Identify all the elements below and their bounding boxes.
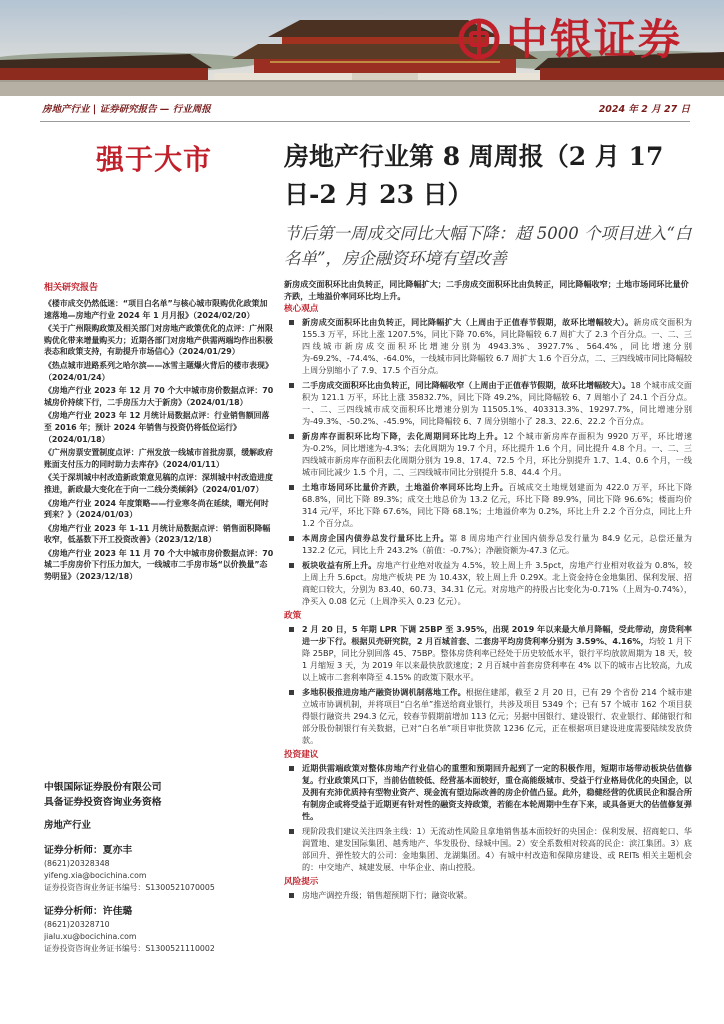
bullet-body: 新房成交面积为 155.3 万平，环比上涨 1207.5%，同比下降 70.6%，同比降幅较 6.7 周扩大了 2.3 个百分点。一、二、三四线城市新房成交面积环比增速分别为 4943.3%、3927.7%、564.4%，同比增速分别为-69.2%、-74.4%、-64.0%，一线城市同比降幅较 6.7 周扩大 1.6 个百分点，二、三四线城市同比降幅较上周分别缩小了 7.9、17.5 个百分点。 — [302, 317, 692, 375]
bullet-item — [284, 532, 692, 556]
related-report-item: 《楼市成交仍然低迷：“项目白名单”与核心城市限购优化政策加速落地—房地产行业 2024 年 1 月月报》（2024/02/20） — [44, 299, 268, 320]
bullet-lead: 2 月 20 日，5 年期 LPR 下调 25BP 至 3.95%，出现 2019 年以来最大单月降幅，受此带动，房贷利率进一步下行。根据贝壳研究院，2 月百城首套、二套房平均房贷利率分别为 3.59%、4.16%， — [302, 624, 692, 646]
bullet-lead: 土地市场同环比量价齐跌，土地溢价率同环比均上升。 — [302, 482, 509, 492]
bullet-marker — [289, 434, 294, 439]
related-report-item: 《关于广州限购政策及相关部门对房地产政策优化的点评：广州限购优化带来增量购买力；近期各部门对房地产供需两端均作出积极表态和政策支持，有助提升市场信心》（2024/01/29） — [44, 324, 273, 357]
related-report-item: 《房地产行业 2023 年 12 月统计局数据点评：行业销售额回落至 2016 年；预计 2024 年销售与投资仍将低位运行》（2024/01/18） — [44, 411, 270, 444]
bullet-text — [302, 889, 692, 901]
bullet-marker — [289, 893, 294, 898]
bullet-body: 现阶段我们建议关注四条主线：1）无流动性风险且拿地销售基本面较好的央国企：保利发展、招商蛇口、华润置地、建发国际集团、越秀地产、华发股份、绿城中国。2）安全系数相对较高的民企：滨江集团。3）底部回升、弹性较大的公司：金地集团、龙湖集团。4）有城中村改造和保障房建设、或 REITs 相关主题机会的：中交地产、城建发展、中华企业、南山控股。 — [302, 826, 692, 872]
section-heading-policy: 政策 — [284, 611, 302, 621]
bullet-text — [302, 686, 692, 746]
company-info — [44, 780, 276, 994]
bullet-body: 房地产调控升级；销售超预期下行；融资收紧。 — [302, 890, 472, 900]
report-subtitle: 节后第一周成交同比大幅下降：超 5000 个项目进入“白名单”，房企融资环境有望改善 — [284, 224, 692, 268]
related-report-item: 《房地产行业 2023 年 12 月 70 个大中城市房价数据点评：70 城房价持续下行，二手房压力大于新房》（2024/01/18） — [44, 386, 274, 407]
bullet-marker — [289, 829, 294, 834]
analyst-phone: (8621)20328710 — [44, 920, 110, 929]
bullet-lead: 新房成交面积环比由负转正，同比降幅扩大（上周由于正值春节假期，故环比增幅较大）。 — [302, 317, 634, 327]
brand-logo — [458, 14, 698, 66]
bullet-text — [302, 316, 692, 376]
bullet-lead: 近期供需端政策对整体房地产行业信心的重塑和预期回升起到了一定的积极作用，短期市场带动板块估值修复。行业政策风口下，当前估值较低、经营基本面较好，重仓高能级城市、受益于行业格局优化的央国企，以及拥有充沛优质持有型物业资产、现金流有望边际改善的房企价值凸显。此外，稳健经营的优质民企和混合所有制房企或将受益于近期更有针对性的融资支持政策，若能在本轮周期中生存下来，或具备更大的估值修复弹性。 — [302, 763, 692, 821]
bullet-marker — [289, 563, 294, 568]
bullet-item — [284, 379, 692, 427]
related-report-item: 《关于深圳城中村改造新政策意见稿的点评：深圳城中村改造进度推进，新政最大变化在于向一二线分类倾斜》（2024/01/07） — [44, 473, 273, 494]
bullet-lead: 新房库存面积环比均下降，去化周期同环比均上升。 — [302, 431, 504, 441]
company-qualification: 具备证券投资咨询业务资格 — [44, 797, 162, 808]
analyst-email[interactable]: yifeng.xia@bocichina.com — [44, 871, 147, 880]
rating-badge: 强于大市 — [96, 143, 213, 176]
bullet-marker — [289, 320, 294, 325]
header-divider — [40, 121, 690, 122]
bullet-item — [284, 686, 692, 746]
brand-name: 中银证券 — [506, 15, 683, 64]
analyst-certificate: 证券投资咨询业务证书编号：S1300521070005 — [44, 883, 215, 892]
summary-paragraph: 新房成交面积环比由负转正，同比降幅扩大；二手房成交面积环比由负转正，同比降幅收窄；土地市场同环比量价齐跌，土地溢价率同环比均上升。 — [284, 279, 689, 301]
bullet-body: 百城成交土地规划建面为 422.0 万平，环比下降 68.8%，同比下降 89.3%；成交土地总价为 13.2 亿元，环比下降 89.9%，同比下降 96.6%；楼面均价 314 元/平，环比下降 67.6%，同比下降 68.1%；土地溢价率为 0.2%，环比上升 2.2 个百分点，同比上升 1.2 个百分点。 — [302, 482, 692, 528]
bullet-text — [302, 430, 692, 478]
bullet-item — [284, 559, 692, 607]
bullet-marker — [289, 383, 294, 388]
bullet-item — [284, 889, 692, 901]
analyst-phone: (8621)20328348 — [44, 859, 110, 868]
related-report-item: 《房地产行业 2024 年度策略——行业寒冬尚在延续，曙光何时到来？》（2024/01/03） — [44, 498, 269, 520]
report-date: 2024 年 2 月 27 日 — [598, 104, 690, 115]
bullet-body: 18 个城市成交面积为 121.1 万平，环比上涨 35832.7%，同比下降 49.2%，同比降幅较 6、7 周缩小了 24.1 个百分点。一、二、三四线城市成交面积环比增速分别为 11505.1%、403313.3%、19297.7%，同比增速分别为-49.3%、-50.2%、-45.9%，同比降幅较 6、7 周分别缩小了 28.3、22.6、22.2 个百分点。 — [302, 380, 692, 426]
bullet-lead: 多地积极推进房地产融资协调机制落地工作。 — [302, 687, 466, 697]
bullet-body: 根据住建部，截至 2 月 20 日，已有 29 个省份 214 个城市建立城市协调机制，并将项目“白名单”推送给商业银行，共涉及项目 5349 个；已有 57 个城市 162 个项目获得银行融资共 294.3 亿元，较春节假期前增加 113 亿元；另据中国银行、建设银行、农业银行、邮储银行和部分股份制银行有关数据，已对“白名单”项目审批贷款 1236 亿元，正在根据项目建设进度需要陆续发放贷款。 — [302, 687, 692, 745]
related-report-item: 《房地产行业 2023 年 1-11 月统计局数据点评：销售面积降幅收窄，低基数下开工投资改善》（2023/12/18） — [44, 523, 271, 545]
section-heading-invest: 投资建议 — [284, 750, 319, 760]
report-title: 房地产行业第 8 周周报（2 月 17 日-2 月 23 日） — [284, 142, 664, 209]
bullet-marker — [289, 690, 294, 695]
bullet-text — [302, 532, 692, 556]
bullet-body: 12 个城市新房库存面积为 9920 万平，环比增速为-0.2%，同比增速为-4.3%；去化周期为 19.7 个月，环比提升 1.6 个月，同比提升 4.8 个月。一、二、三四线城市新房库存面积去化周期分别为 19.8、17.4、72.5 个月，环比分别提升 1.7、1.4、0.6 个月，一线城市同比减少 1.5 个月，二、三四线城市同比分别提升 5.8、44.4 个月。 — [302, 431, 692, 477]
related-report-item: 《房地产行业 2023 年 11 月 70 个大中城市房价数据点评：70 城二手房房价下行压力加大，一线城市二手房市场“以价换量”态势明显》（2023/12/18） — [44, 548, 274, 582]
analyst-name: 证券分析师：夏亦丰 — [44, 845, 133, 856]
bullet-item — [284, 623, 692, 683]
analyst-certificate: 证券投资咨询业务证书编号：S1300521110002 — [44, 944, 215, 953]
bullet-lead: 板块收益有所上升。 — [302, 560, 377, 570]
bullet-body: 第 8 周房地产行业国内债券总发行量为 84.9 亿元，总偿还量为 132.2 亿元，同比上升 243.2%（前值：-0.7%）；净融资额为-47.3 亿元。 — [302, 533, 692, 555]
bullet-text — [302, 623, 692, 683]
bullet-text — [302, 559, 692, 607]
bullet-text — [302, 481, 692, 529]
bullet-marker — [289, 627, 294, 632]
bullet-marker — [289, 485, 294, 490]
bullet-text — [302, 379, 692, 427]
bullet-item — [284, 825, 692, 873]
section-heading-risk: 风险提示 — [284, 877, 319, 887]
bullet-body: 均较 1 月下降 25BP，同比分别回落 45、75BP。整体房贷利率已经处于历史较低水平，银行平均放款周期为 18 天，较 1 月缩短 3 天，为 2019 年以来最快放款速度；2 月百城中首套房贷利率在 4% 以下的城市占比较高，九成以上城市二套利率降至 4.15% 的政策下限水平。 — [302, 636, 692, 682]
section-heading-core: 核心观点 — [284, 304, 319, 314]
report-body — [284, 278, 692, 1020]
bullet-lead: 二手房成交面积环比由负转正，同比降幅收窄（上周由于正值春节假期，故环比增幅较大）。 — [302, 380, 631, 390]
related-report-item: 《广州房票安置制度点评：广州发放一线城市首批房票，缓解政府账面支付压力的同时助力去库存》（2024/01/11） — [44, 448, 273, 469]
report-category: 房地产行业 | 证券研究报告 — 行业周报 — [42, 104, 211, 115]
bullet-marker — [289, 536, 294, 541]
bullet-text — [302, 825, 692, 873]
boc-coin-logo-icon — [458, 18, 500, 60]
bullet-marker — [289, 766, 294, 771]
bullet-item — [284, 430, 692, 478]
bullet-item — [284, 481, 692, 529]
analyst-email[interactable]: jialu.xu@bocichina.com — [44, 932, 137, 941]
related-report-item: 《热点城市进路系列之哈尔滨——冰雪主题爆火背后的楼市表现》（2024/01/24） — [44, 360, 273, 382]
related-reports-list — [44, 298, 274, 776]
bullet-body: 房地产行业绝对收益为 4.5%，较上周上升 3.5pct，房地产行业相对收益为 0.8%，较上周上升 5.6pct。房地产板块 PE 为 10.43X，较上周上升 0.29X。北上资金持仓金地集团、保利发展、招商蛇口较大，分别为 83.40、60.73、34.31 亿元。对房地产的持股占比变化为-0.71%（上周为-0.74%），净买入 0.08 亿元（上周净买入 0.23 亿元）。 — [302, 560, 692, 606]
related-reports-heading: 相关研究报告 — [44, 283, 99, 293]
industry-label: 房地产行业 — [44, 820, 91, 831]
bullet-item — [284, 316, 692, 376]
bullet-lead: 本周房企国内债券总发行量环比上升。 — [302, 533, 450, 543]
bullet-text — [302, 762, 692, 822]
bullet-item — [284, 762, 692, 822]
company-name: 中银国际证券股份有限公司 — [44, 782, 162, 793]
analyst-name: 证券分析师：许佳璐 — [44, 906, 133, 917]
